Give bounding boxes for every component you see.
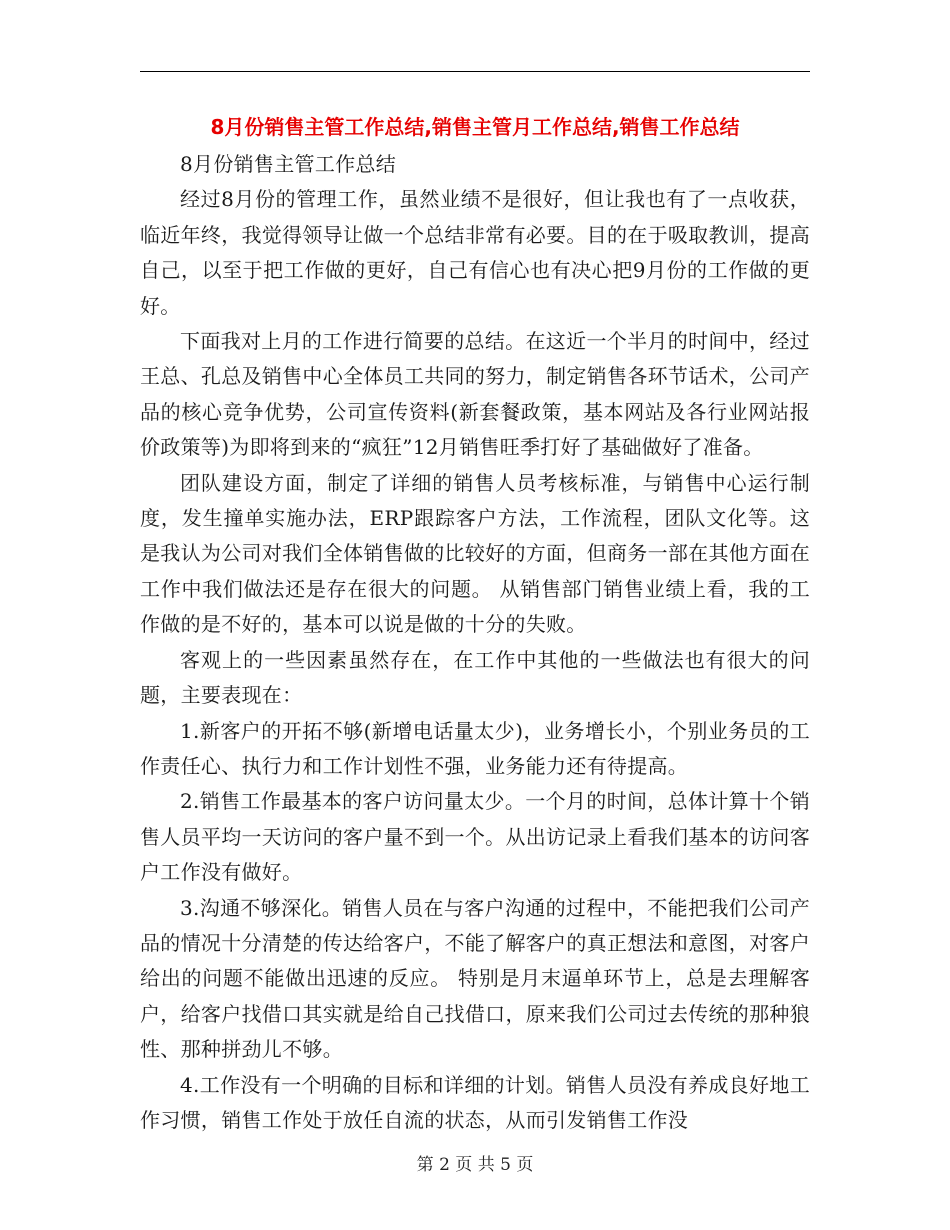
paragraph-6: 2.销售工作最基本的客户访问量太少。一个月的时间，总体计算十个销售人员平均一天访问的客户量不到一个。从出访记录上看我们基本的访问客户工作没有做好。 — [140, 789, 810, 885]
paragraph-5: 1.新客户的开拓不够(新增电话量太少)，业务增长小，个别业务员的工作责任心、执行力和工作计划性不强，业务能力还有待提高。 — [140, 718, 810, 778]
paragraph-1: 经过8月份的管理工作，虽然业绩不是很好，但让我也有了一点收获，临近年终，我觉得领导让做一个总结非常有必要。目的在于吸取教训，提高自己，以至于把工作做的更好，自己有信心也有决心把9月份的工作做的更好。 — [140, 187, 810, 318]
paragraph-3: 团队建设方面，制定了详细的销售人员考核标准，与销售中心运行制度，发生撞单实施办法，ERP跟踪客户方法，工作流程，团队文化等。这是我认为公司对我们全体销售做的比较好的方面，但商务一部在其他方面在工作中我们做法还是存在很大的问题。 从销售部门销售业绩上看，我的工作做的是不好的，基本可以说是做的十分的失败。 — [140, 470, 810, 637]
document-subtitle: 8月份销售主管工作总结 — [180, 152, 397, 176]
header-rule — [140, 71, 810, 72]
page-number-footer: 第 2 页 共 5 页 — [416, 1155, 534, 1175]
document-title: 8月份销售主管工作总结,销售主管月工作总结,销售工作总结 — [210, 115, 740, 139]
paragraph-2: 下面我对上月的工作进行简要的总结。在这近一个半月的时间中，经过王总、孔总及销售中心全体员工共同的努力，制定销售各环节话术，公司产品的核心竞争优势，公司宣传资料(新套餐政策，基本网站及各行业网站报价政策等)为即将到来的“疯狂”12月销售旺季打好了基础做好了准备。 — [140, 329, 810, 460]
paragraph-7: 3.沟通不够深化。销售人员在与客户沟通的过程中，不能把我们公司产品的情况十分清楚的传达给客户，不能了解客户的真正想法和意图，对客户给出的问题不能做出迅速的反应。 特别是月末逼单环节上，总是去理解客户，给客户找借口其实就是给自己找借口，原来我们公司过去传统的那种狼性、那种拼劲儿不够。 — [140, 895, 810, 1062]
document-body — [140, 147, 810, 1138]
paragraph-8: 4.工作没有一个明确的目标和详细的计划。销售人员没有养成良好地工作习惯，销售工作处于放任自流的状态，从而引发销售工作没 — [140, 1072, 810, 1132]
paragraph-4: 客观上的一些因素虽然存在，在工作中其他的一些做法也有很大的问题，主要表现在： — [140, 647, 810, 708]
